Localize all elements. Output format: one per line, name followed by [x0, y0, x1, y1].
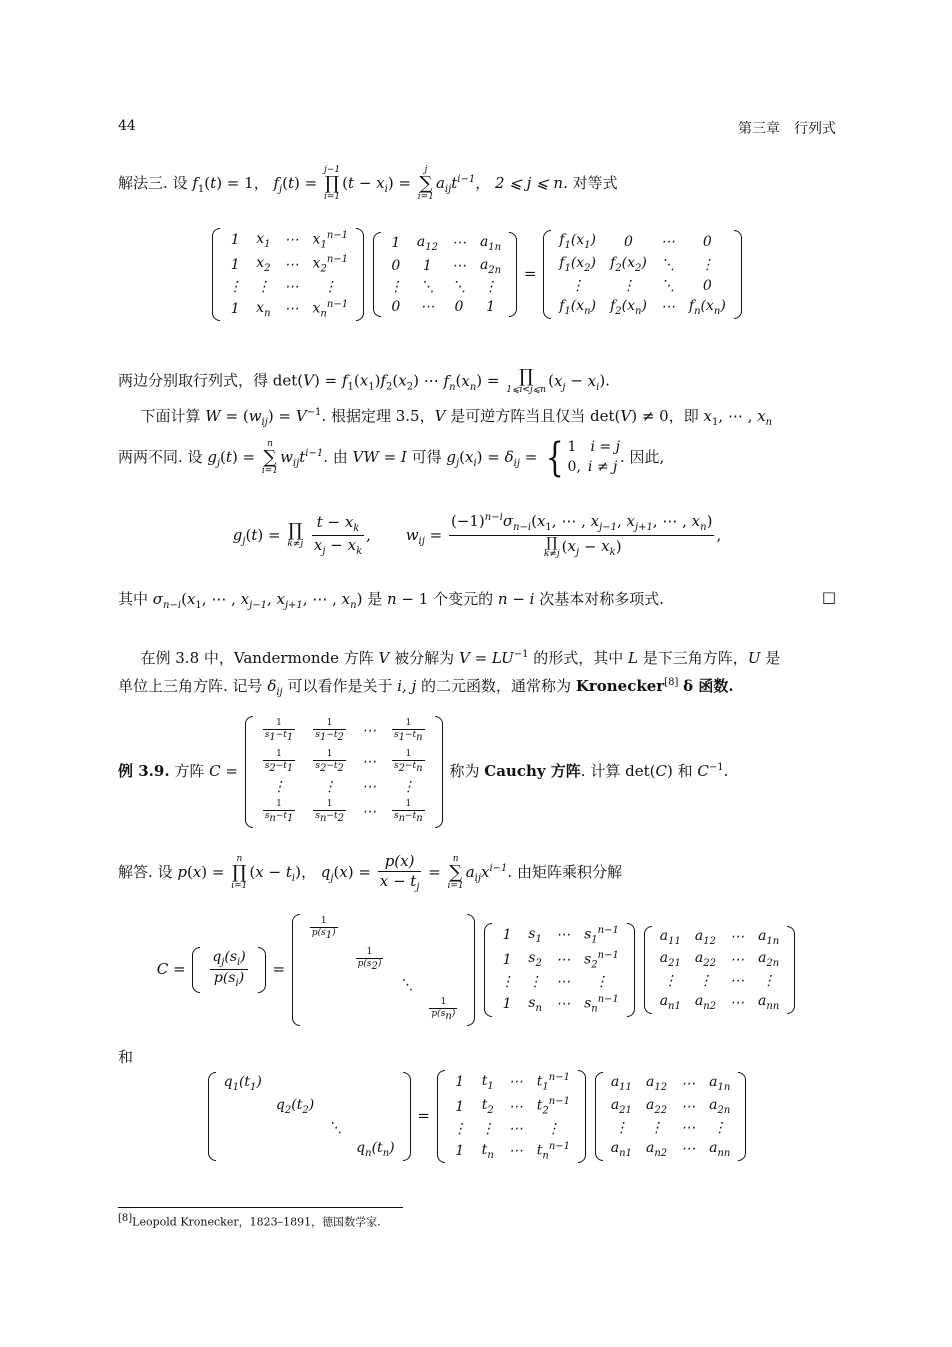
coefficient-matrix: 1 $a_{12}$ ⋯ $a_{1n}$ 0 1 ⋯ $a_{2n}$ ⋮ ⋱ ⋱ ⋮ 0 ⋯ 0 1: [373, 232, 517, 318]
kronecker-term: Kronecker: [575, 677, 665, 695]
footnote: [8]Leopold Kronecker，1823–1891，德国数学家.: [118, 1213, 381, 1229]
and-label: 和: [118, 1048, 134, 1066]
cauchy-matrix: $\frac{1}{s_1-t_1}$ $\frac{1}{s_1-t_2}$ ⋯ $\frac{1}{s_1-t_n}$ $\frac{1}{s_2-t_1}$ $\frac{1}{s_2-t_2}$ ⋯ $\frac{1}{s_2-t_n}$ ⋮ ⋮ ⋯ ⋮ $\frac{1}{s_n-t_1}$ $\frac{1}{s_n-t_2}$ ⋯ $\frac{1}{s_n-t_n}$: [245, 716, 443, 828]
diagonal-q-matrix: $q_1(t_1)$ $q_2(t_2)$ ⋱ $q_n(t_n)$: [208, 1072, 411, 1160]
page: [118, 0, 836, 1347]
inverse-line: 下面计算 $W = (w_{ij}) = V^{-1}$. 根据定理 3.5，V 是可逆方阵当且仅当 det(V) ≠ 0，即 $x_1$, ⋯ , $x_n$: [140, 407, 773, 428]
sigma-definition-line: 其中 $\sigma_{n-i}(x_1$, ⋯ , $x_{j-1}$, $x_{j+1}$, ⋯ , $x_n$) 是 n − 1 个变元的 n − i 次基本对称多项式. □: [118, 588, 836, 611]
c-decomposition: C = $\frac{q_j(s_i)}{p(s_i)}$ = $\frac{1}{p(s_1)}$ $\frac{1}{p(s_2)}$ ⋱ $\frac{1}{p(s_n)}$ 1 $s_1$ ⋯ $s_1^{n-1}$ 1 $s_2$ ⋯ $s_2^{n-1}$ ⋮ ⋮ ⋯ ⋮ 1 $s_n$ ⋯ $s_n^{n-1}$ $a_{11}$ $a_{12}$ ⋯ $a_{1n}$ $a_{21}$ $a_{22}$ ⋯ $a_{2n}$ ⋮ ⋮ ⋯ ⋮ $a_{n1}$ $a_{n2}$ ⋯ $a_{nn}$: [118, 914, 836, 1026]
chapter-title: 第三章 行列式: [738, 121, 836, 137]
method-label: 解法三.: [118, 174, 168, 192]
s-vandermonde-matrix: 1 $s_1$ ⋯ $s_1^{n-1}$ 1 $s_2$ ⋯ $s_2^{n-1}$ ⋮ ⋮ ⋯ ⋮ 1 $s_n$ ⋯ $s_n^{n-1}$: [484, 923, 635, 1016]
example-3-9: 例 3.9. 方阵 C = $\frac{1}{s_1-t_1}$ $\frac{1}{s_1-t_2}$ ⋯ $\frac{1}{s_1-t_n}$ $\frac{1}{s_2-t_1}$ $\frac{1}{s_2-t_2}$ ⋯ $\frac{1}{s_2-t_n}$ ⋮ ⋮ ⋯ ⋮ $\frac{1}{s_n-t_1}$ $\frac{1}{s_n-t_2}$ ⋯ $\frac{1}{s_n-t_n}$ 称为 Cauchy 方阵. 计算 det(C) 和 $C^{-1}$.: [118, 716, 836, 828]
a-matrix-1: $a_{11}$ $a_{12}$ ⋯ $a_{1n}$ $a_{21}$ $a_{22}$ ⋯ $a_{2n}$ ⋮ ⋮ ⋯ ⋮ $a_{n1}$ $a_{n2}$ ⋯ $a_{nn}$: [644, 926, 796, 1014]
page-number: 44: [118, 118, 136, 134]
lower-triangular-matrix: $f_1(x_1)$ 0 ⋯ 0 $f_1(x_2)$ $f_2(x_2)$ ⋱ ⋮ ⋮ ⋮ ⋱ 0 $f_1(x_n)$ $f_2(x_n)$ ⋯ $f_n(x_n)$: [543, 230, 742, 318]
t-vandermonde-matrix: 1 $t_1$ ⋯ $t_1^{n-1}$ 1 $t_2$ ⋯ $t_2^{n-1}$ ⋮ ⋮ ⋯ ⋮ 1 $t_n$ ⋯ $t_n^{n-1}$: [437, 1070, 586, 1163]
matrix-equation-1: 1 $x_1$ ⋯ $x_1^{n-1}$ 1 $x_2$ ⋯ $x_2^{n-1}$ ⋮ ⋮ ⋯ ⋮ 1 $x_n$ ⋯ $x_n^{n-1}$ 1 $a_{12}$ ⋯ $a_{1n}$ 0 1 ⋯ $a_{2n}$ ⋮ ⋱ ⋱ ⋮ 0 ⋯ 0 1 = $f_1(x_1)$ 0 ⋯ 0 $f_1(x_2)$ $f_2(x_2)$ ⋱ ⋮ ⋮ ⋮ ⋱ 0 $f_1(x_n)$ $f_2(x_n)$ ⋯ $f_n(x_n)$: [118, 228, 836, 321]
footnote-rule: [118, 1207, 403, 1208]
solution-line: 解答. 设 p(x) = n ∏ i=1 $(x - t_i)$， $q_j(x)$ = $\frac{p(x)}{x - t_j}$ = n ∑ i=1 $a_{ij}x^{i-1}$. 由矩阵乘积分解: [118, 852, 622, 893]
qed-square-icon: □: [821, 588, 836, 606]
q-decomposition: $q_1(t_1)$ $q_2(t_2)$ ⋱ $q_n(t_n)$ = 1 $t_1$ ⋯ $t_1^{n-1}$ 1 $t_2$ ⋯ $t_2^{n-1}$ ⋮ ⋮ ⋯ ⋮ 1 $t_n$ ⋯ $t_n^{n-1}$ $a_{11}$ $a_{12}$ ⋯ $a_{1n}$ $a_{21}$ $a_{22}$ ⋯ $a_{2n}$ ⋮ ⋮ ⋯ ⋮ $a_{n1}$ $a_{n2}$ ⋯ $a_{nn}$: [118, 1070, 836, 1163]
method-three-line: 解法三. 设 $f_1(t) = 1$， $f_j(t)$ = j−1 ∏ i=1 $(t - x_i)$ = j ∑ i=1 $a_{ij}t^{i-1}$， 2 ⩽ j ⩽ n. 对等式: [118, 165, 618, 202]
determinant-line: 两边分别取行列式，得 $\det(V) = f_1(x_1)f_2(x_2)$ ⋯ $f_n(x_n)$ = ∏ 1⩽i<j⩽n $(x_j - x_i)$.: [118, 366, 610, 395]
kronecker-paragraph-line-1: 在例 3.8 中，Vandermonde 方阵 V 被分解为 $V = LU^{-1}$ 的形式，其中 L 是下三角方阵，U 是: [140, 649, 781, 667]
kronecker-paragraph-line-2: 单位上三角方阵. 记号 $\delta_{ij}$ 可以看作是关于 i, j 的二元函数，通常称为 Kronecker[8] δ 函数.: [118, 677, 734, 698]
a-matrix-2: $a_{11}$ $a_{12}$ ⋯ $a_{1n}$ $a_{21}$ $a_{22}$ ⋯ $a_{2n}$ ⋮ ⋮ ⋯ ⋮ $a_{n1}$ $a_{n2}$ ⋯ $a_{nn}$: [595, 1072, 747, 1160]
vandermonde-matrix: 1 $x_1$ ⋯ $x_1^{n-1}$ 1 $x_2$ ⋯ $x_2^{n-1}$ ⋮ ⋮ ⋯ ⋮ 1 $x_n$ ⋯ $x_n^{n-1}$: [212, 228, 364, 321]
footnote-ref[interactable]: [8]: [664, 677, 679, 688]
solution-label: 解答.: [118, 863, 153, 882]
gj-definition-line: 两两不同. 设 $g_j(t)$ = n ∑ i=1 $w_{ij}t^{i-1}$. 由 VW = I 可得 $g_j(x_i) = \delta_{ij}$ = { 1 i = j 0, i ≠ j. 因此,: [118, 435, 665, 481]
example-label: 例 3.9.: [118, 761, 170, 780]
gj-formula: $g_j(t)$ = ∏ k≠j $\frac{t - x_k}{x_j - x_k}$ , $w_{ij}$ = $(-1)^{n-i}\sigma_{n-i}(x_1$, ⋯ , $x_{j-1}$, $x_{j+1}$, ⋯ , $x_n$) ∏ k≠j $(x_j - x_k)$ ,: [232, 512, 722, 559]
diagonal-p-matrix: $\frac{1}{p(s_1)}$ $\frac{1}{p(s_2)}$ ⋱ $\frac{1}{p(s_n)}$: [292, 914, 475, 1026]
